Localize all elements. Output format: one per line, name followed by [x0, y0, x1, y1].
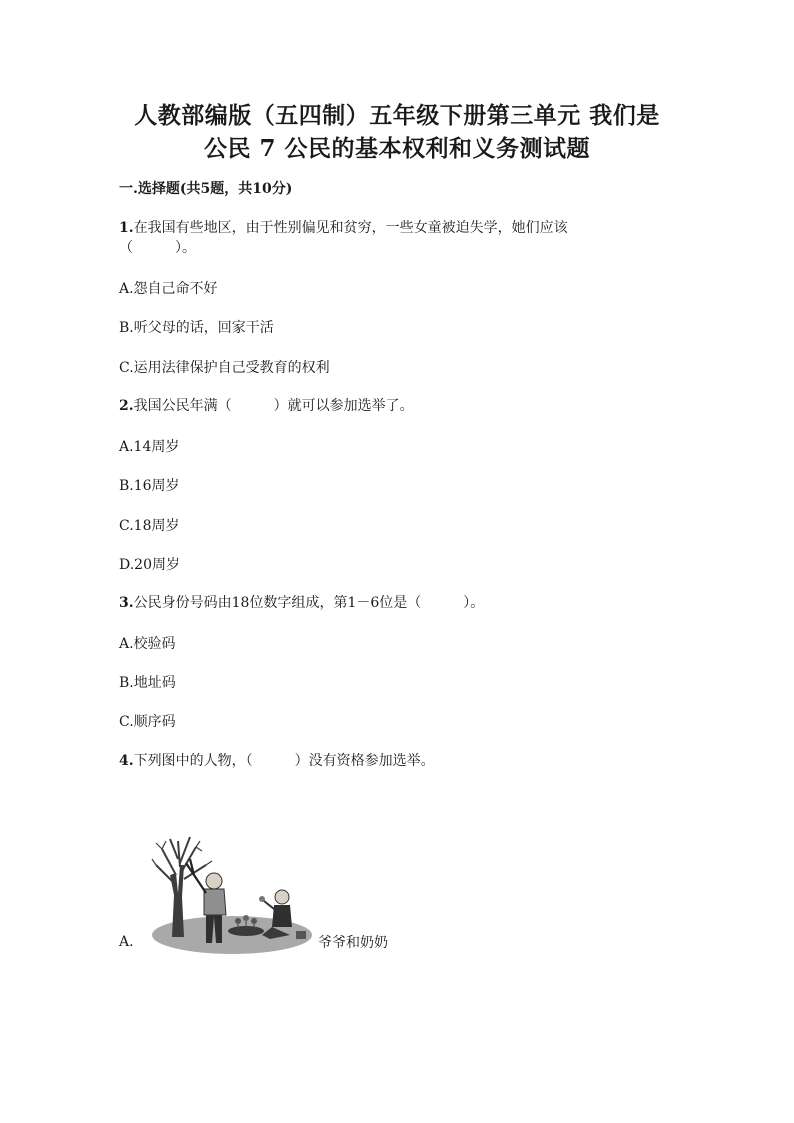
option-1a: A.怨自己命不好 — [119, 281, 218, 297]
page-title-line2: 公民 7 公民的基本权利和义务测试题 — [203, 135, 591, 162]
option-2c: C.18周岁 — [119, 518, 180, 534]
question-text-b: ）。 — [463, 595, 485, 611]
grandma-arm — [264, 901, 274, 909]
question-text-b: ）没有资格参加选举。 — [294, 753, 435, 769]
question-text: 在我国有些地区，由于性别偏见和贫穷，一些女童被迫失学，她们应该 — [133, 220, 568, 236]
question-1 — [119, 218, 568, 258]
question-text-cont-a: （ — [119, 240, 133, 256]
option-1b: B.听父母的话，回家干活 — [119, 320, 274, 336]
question-text-a: 公民身份号码由18位数字组成，第1－6位是（ — [133, 595, 422, 611]
question-2 — [119, 396, 414, 416]
grandma-head — [275, 890, 289, 904]
question-number: 1. — [119, 220, 134, 236]
question-text-a: 下列图中的人物，（ — [133, 753, 253, 769]
question-number: 3. — [119, 595, 134, 611]
option-4a-letter: A. — [119, 934, 134, 950]
question-text-a: 我国公民年满（ — [133, 398, 232, 414]
option-1c: C.运用法律保护自己受教育的权利 — [119, 360, 330, 376]
option-2b: B.16周岁 — [119, 478, 180, 494]
option-3b: B.地址码 — [119, 675, 176, 691]
option-3c: C.顺序码 — [119, 714, 176, 730]
option-2d: D.20周岁 — [119, 557, 180, 573]
tree-twigs — [152, 841, 212, 865]
grandma-body — [272, 905, 292, 927]
question-number: 2. — [119, 398, 134, 414]
grandpa-body — [204, 889, 226, 915]
question-3 — [119, 593, 484, 613]
section-heading: 一.选择题(共5题，共10分) — [119, 181, 293, 197]
grandparents-gardening-illustration — [150, 835, 315, 955]
grandpa-head — [206, 873, 222, 889]
option-4a-caption: 爷爷和奶奶 — [318, 935, 388, 951]
watering-can-icon — [296, 931, 306, 939]
question-text-cont-b: ）。 — [175, 240, 196, 256]
trowel-icon — [259, 896, 265, 902]
page-title-line1: 人教部编版（五四制）五年级下册第三单元 我们是 — [134, 102, 660, 129]
question-number: 4. — [119, 753, 134, 769]
question-4 — [119, 751, 435, 771]
question-text-b: ）就可以参加选举了。 — [273, 398, 414, 414]
option-2a: A.14周岁 — [119, 439, 180, 455]
option-3a: A.校验码 — [119, 636, 176, 652]
